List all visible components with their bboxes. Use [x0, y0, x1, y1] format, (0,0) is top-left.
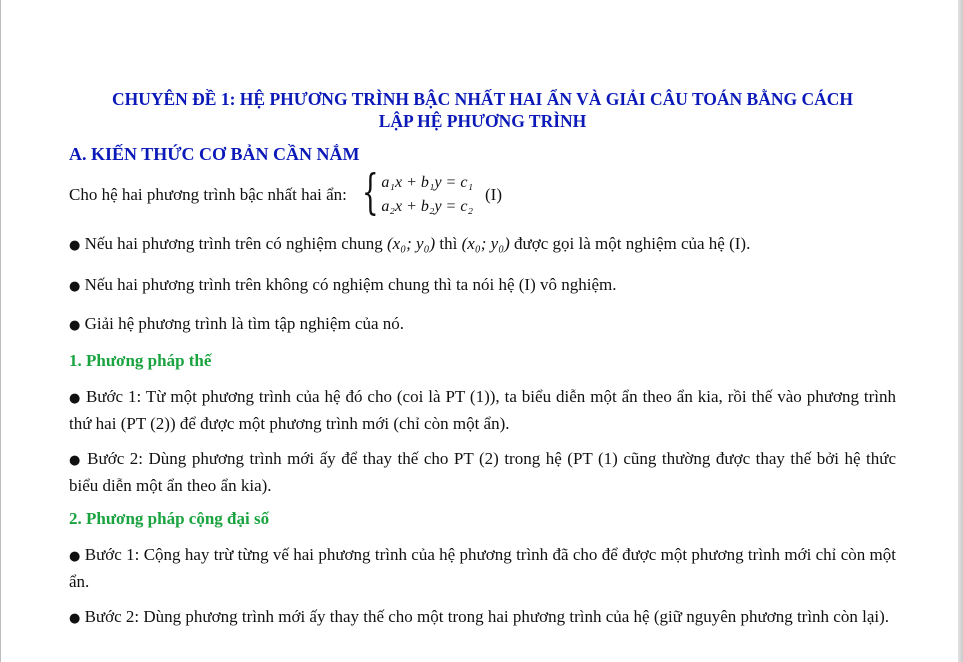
method-2-step-2 — [69, 604, 896, 631]
method-1-step-1-text: Bước 1: Từ một phương trình của hệ đó cho (coi là PT (1)), ta biểu diễn một ẩn theo ẩn kia, rồi thế vào phương trình thứ hai (PT (2)) để được một phương trình mới (chỉ còn một ẩn). — [69, 387, 896, 433]
bullet-icon: ● — [69, 391, 82, 406]
page-right-shadow — [958, 0, 963, 662]
equation-2: a₂x + b₂y = c₂ — [381, 198, 474, 215]
bullet-icon: ● — [69, 453, 82, 468]
section-a-heading: A. KIẾN THỨC CƠ BẢN CẦN NẮM — [69, 144, 360, 164]
equation-1: a₁x + b₁y = c₁ — [381, 174, 474, 191]
document-content — [69, 88, 896, 631]
title-line-2: LẬP HỆ PHƯƠNG TRÌNH — [378, 111, 587, 131]
bullet-1-text-middle: thì — [439, 234, 458, 253]
bullet-1-point-2: (x₀; y₀) — [461, 234, 510, 253]
bullet-icon: ● — [69, 549, 81, 564]
system-label: (I) — [485, 185, 502, 204]
bullet-no-solution — [69, 272, 896, 299]
bullet-1-text-after: được gọi là một nghiệm của hệ (I). — [514, 234, 751, 253]
method-1-heading: 1. Phương pháp thế — [69, 351, 212, 370]
title-line-1: CHUYÊN ĐỀ 1: HỆ PHƯƠNG TRÌNH BẬC NHẤT HAI ẨN VÀ GIẢI CÂU TOÁN BẰNG CÁCH — [111, 89, 854, 109]
bullet-3-text: Giải hệ phương trình là tìm tập nghiệm của nó. — [84, 314, 405, 333]
system-intro-text: Cho hệ hai phương trình bậc nhất hai ẩn: — [69, 185, 347, 204]
left-brace-icon: { — [361, 164, 379, 220]
bullet-icon: ● — [69, 238, 81, 253]
method-1-step-2-text: Bước 2: Dùng phương trình mới ấy để thay thế cho PT (2) trong hệ (PT (1) cũng thường được thay thế bởi hệ thức biểu diễn một ẩn theo ẩn kia). — [69, 449, 897, 495]
bullet-common-solution — [69, 231, 896, 258]
method-1-step-1 — [69, 384, 896, 436]
bullet-icon: ● — [69, 279, 81, 294]
method-1-step-2 — [69, 446, 896, 498]
method-2-heading: 2. Phương pháp cộng đại số — [69, 509, 270, 528]
method-2-step-2-text: Bước 2: Dùng phương trình mới ấy thay thế cho một trong hai phương trình của hệ (giữ nguyên phương trình còn lại). — [84, 607, 890, 626]
bullet-1-point-1: (x₀; y₀) — [387, 234, 436, 253]
system-definition — [69, 164, 896, 223]
equation-system — [381, 171, 473, 219]
method-2-step-1 — [69, 542, 896, 594]
bullet-icon: ● — [69, 318, 81, 333]
method-2-step-1-text: Bước 1: Cộng hay trừ từng vế hai phương trình của hệ phương trình đã cho để được một phương trình mới chỉ còn một ẩn. — [69, 545, 897, 591]
bullet-icon: ● — [69, 611, 81, 626]
bullet-1-text-before: Nếu hai phương trình trên có nghiệm chung — [84, 234, 383, 253]
page-left-edge — [0, 0, 1, 662]
bullet-solve-definition — [69, 311, 896, 338]
document-title — [69, 88, 896, 132]
bullet-2-text: Nếu hai phương trình trên không có nghiệm chung thì ta nói hệ (I) vô nghiệm. — [84, 275, 617, 294]
